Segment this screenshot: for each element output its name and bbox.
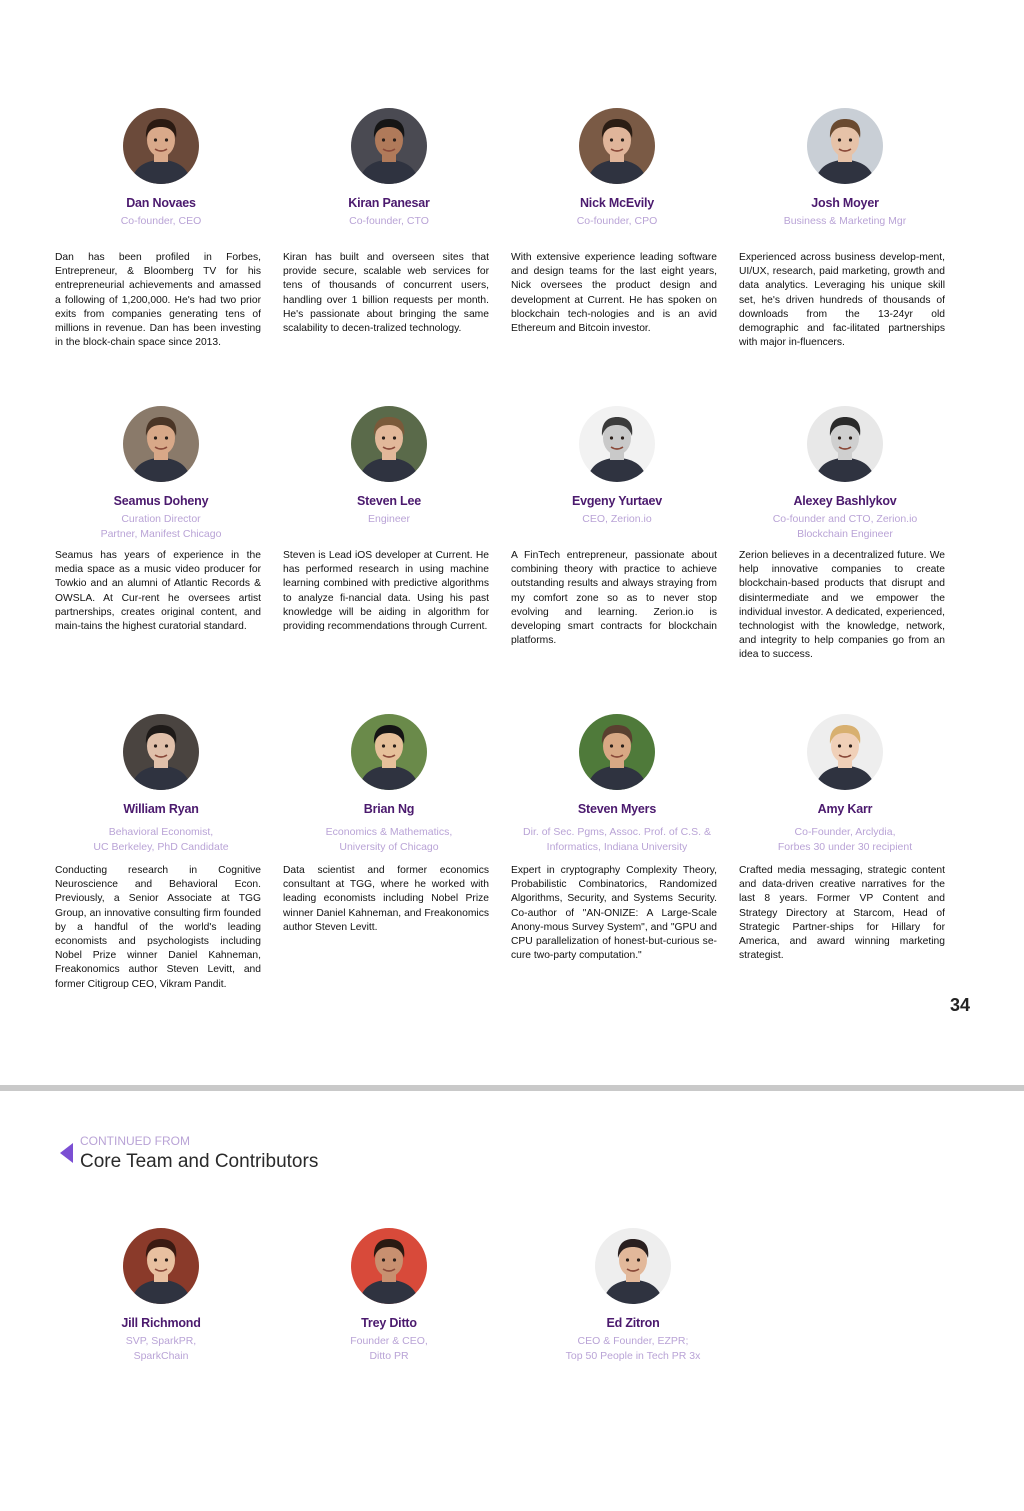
member-role [368, 512, 410, 542]
contributor-name: Jill Richmond [121, 1316, 201, 1330]
member-card [55, 108, 267, 350]
member-role [93, 825, 228, 855]
avatar [579, 714, 655, 790]
contributor-role-line: Founder & CEO, [350, 1335, 428, 1347]
member-name: Alexey Bashlykov [793, 494, 897, 508]
member-role: Business & Marketing Mgr [783, 215, 907, 227]
contributor-role [126, 1334, 196, 1364]
member-bio: Dan has been profiled in Forbes, Entrepreneur, & Bloomberg TV for his entrepreneurial achievements and amassed a following of 1,200,000. He's had two prior exits from companies generating tens of millions in revenue. Dan has been investing in the block-chain space since 2013. [55, 252, 261, 349]
avatar [807, 406, 883, 482]
contributor-role-line: Top 50 People in Tech PR 3x [565, 1350, 701, 1362]
member-role-line: Engineer [367, 513, 411, 525]
contributor-role [350, 1334, 428, 1364]
member-name: Evgeny Yurtaev [571, 494, 663, 508]
avatar [579, 108, 655, 184]
member-bio: Steven is Lead iOS developer at Current. He has performed research in using machine learning combined with predictive algorithms to analyze fi-nancial data. Using his past knowledge will be aiding in algorithm for providing recommendations through Current. [283, 550, 489, 633]
contributor-role-line: SVP, SparkPR, [125, 1335, 197, 1347]
member-role-line: Dir. of Sec. Pgms, Assoc. Prof. of C.S. & [523, 826, 711, 838]
member-role-line: Forbes 30 under 30 recipient [777, 841, 913, 853]
avatar [123, 714, 199, 790]
member-role [101, 512, 222, 542]
member-role-line: Co-founder and CTO, Zerion.io [772, 513, 918, 525]
avatar [123, 406, 199, 482]
member-bio: Seamus has years of experience in the media space as a music video producer for Towkio and an alumni of Atlantic Records & OWSLA. At Cur-rent he oversees artist partnerships, creates original content, and main-tains the highest curatorial standard. [55, 550, 261, 633]
member-role-line: Economics & Mathematics, [325, 826, 453, 838]
member-role-line: University of Chicago [339, 841, 439, 853]
member-card [511, 406, 723, 663]
member-bio: Experienced across business develop-ment, UI/UX, research, paid marketing, growth and data analytics. Leveraging his unique skill set, he's driven hundreds of thousands of downloads from the 13-24yr old demographic and fac-ilitated partnerships with major in-fluencers. [739, 252, 945, 349]
member-card [55, 406, 267, 663]
avatar [351, 406, 427, 482]
team-row-3 [55, 714, 951, 992]
member-role [523, 825, 711, 855]
section-title: Core Team and Contributors [80, 1151, 319, 1172]
member-bio: With extensive experience leading software and design teams for the last eight years, Nick oversees the product design and development at Current. He has spoken on blockchain tech-nologies and is an avid Ethereum and Bitcoin investor. [511, 252, 717, 335]
member-card [511, 714, 723, 992]
contributor-role-line: Ditto PR [369, 1350, 409, 1362]
member-card [283, 108, 495, 350]
member-bio: A FinTech entrepreneur, passionate about combining theory with practice to achieve outstanding results and always straying from my comfort zone so as to never stop evolving and learning. Zerion.io is developing smart contracts for blockchain platforms. [511, 550, 717, 647]
member-bio: Crafted media messaging, strategic content and data-driven creative narratives for the last 8 years. Former VP Content and Strategy Directory at Starcom, Head of Strategic Partner-ships for Hillary for America, and award winning marketing strategist. [739, 865, 945, 962]
member-card [739, 714, 951, 992]
member-role [326, 825, 453, 855]
contributor-role [566, 1334, 701, 1364]
contributor-role-line: SparkChain [133, 1350, 189, 1362]
member-role-line: Blockchain Engineer [797, 528, 893, 540]
member-name: Josh Moyer [811, 196, 879, 210]
member-role: Co-founder, CPO [576, 215, 658, 227]
avatar [579, 406, 655, 482]
contributor-name: Ed Zitron [606, 1316, 660, 1330]
team-row-2 [55, 406, 951, 663]
member-bio: Expert in cryptography Complexity Theory, Probabilistic Combinatorics, Randomized Algorithms, Security, and Systems Security. Co-author of "AN-ONIZE: A Large-Scale Anony-mous Survey System", and "GPU and CPU parallelization of honest-but-curious se-cure two-party computation." [511, 865, 717, 962]
contributor-role-line: CEO & Founder, EZPR; [577, 1335, 689, 1347]
member-role [778, 825, 912, 855]
avatar [807, 108, 883, 184]
contributors-row [55, 1228, 763, 1364]
member-name: Kiran Panesar [348, 196, 430, 210]
member-bio: Conducting research in Cognitive Neuroscience and Behavioral Econ. Previously, a Senior Associate at TGG Group, an innovative consulting firm founded by a handful of the world's leading economists and psychologists including Nobel Prize winner Daniel Kahneman, Freakonomics author Steven Levitt, and former Citigroup CEO, Vikram Pandit. [55, 865, 261, 990]
member-role-line: CEO, Zerion.io [582, 513, 652, 525]
member-card [283, 406, 495, 663]
member-bio: Zerion believes in a decentralized future. We help innovative companies to create blockchain-based products that disrupt and disintermediate and we empower the individual investor. A dedicated, experienced, technologist with the knowledge, network, and integrity to help companies go from an idea to success. [739, 550, 945, 661]
member-role-line: Behavioral Economist, [108, 826, 214, 838]
member-role: Co-founder, CTO [349, 215, 429, 227]
avatar [807, 714, 883, 790]
contributor-card [503, 1228, 763, 1364]
member-role-line: UC Berkeley, PhD Candidate [93, 841, 229, 853]
member-card [739, 406, 951, 663]
member-name: Steven Lee [356, 494, 421, 508]
avatar [351, 714, 427, 790]
avatar [595, 1228, 671, 1304]
member-name: Dan Novaes [126, 196, 196, 210]
contributor-card [283, 1228, 495, 1364]
member-card [55, 714, 267, 992]
member-role-line: Curation Director [121, 513, 201, 525]
page-number: 34 [950, 995, 971, 1015]
contributor-name: Trey Ditto [361, 1316, 417, 1330]
member-name: Nick McEvily [579, 196, 655, 210]
contributor-card [55, 1228, 267, 1364]
avatar [351, 108, 427, 184]
member-name: William Ryan [123, 802, 199, 816]
avatar [123, 1228, 199, 1304]
member-role [773, 512, 918, 542]
member-role [582, 512, 651, 542]
member-role: Co-founder, CEO [120, 215, 202, 227]
back-arrow-icon [60, 1143, 73, 1163]
continued-label: CONTINUED FROM [80, 1134, 190, 1148]
member-role-line: Partner, Manifest Chicago [100, 528, 222, 540]
avatar [123, 108, 199, 184]
member-bio: Kiran has built and overseen sites that provide secure, scalable web services for tens of thousands of concurrent users, handling over 1 billion requests per month. He's passionate about bringing the same scalability to decen-tralized technology. [283, 252, 489, 335]
member-name: Steven Myers [577, 802, 657, 816]
member-name: Brian Ng [363, 802, 415, 816]
member-card [511, 108, 723, 350]
member-role-line: Informatics, Indiana University [546, 841, 688, 853]
member-card [739, 108, 951, 350]
member-name: Amy Karr [817, 802, 873, 816]
avatar [351, 1228, 427, 1304]
page-divider [0, 1085, 1024, 1091]
member-role-line: Co-Founder, Arclydia, [794, 826, 896, 838]
member-name: Seamus Doheny [113, 494, 209, 508]
team-row-1 [55, 108, 951, 350]
member-bio: Data scientist and former economics consultant at TGG, where he worked with leading economists including Nobel Prize winner Daniel Kahneman, and Freakonomics author Steven Levitt. [283, 865, 489, 933]
member-card [283, 714, 495, 992]
